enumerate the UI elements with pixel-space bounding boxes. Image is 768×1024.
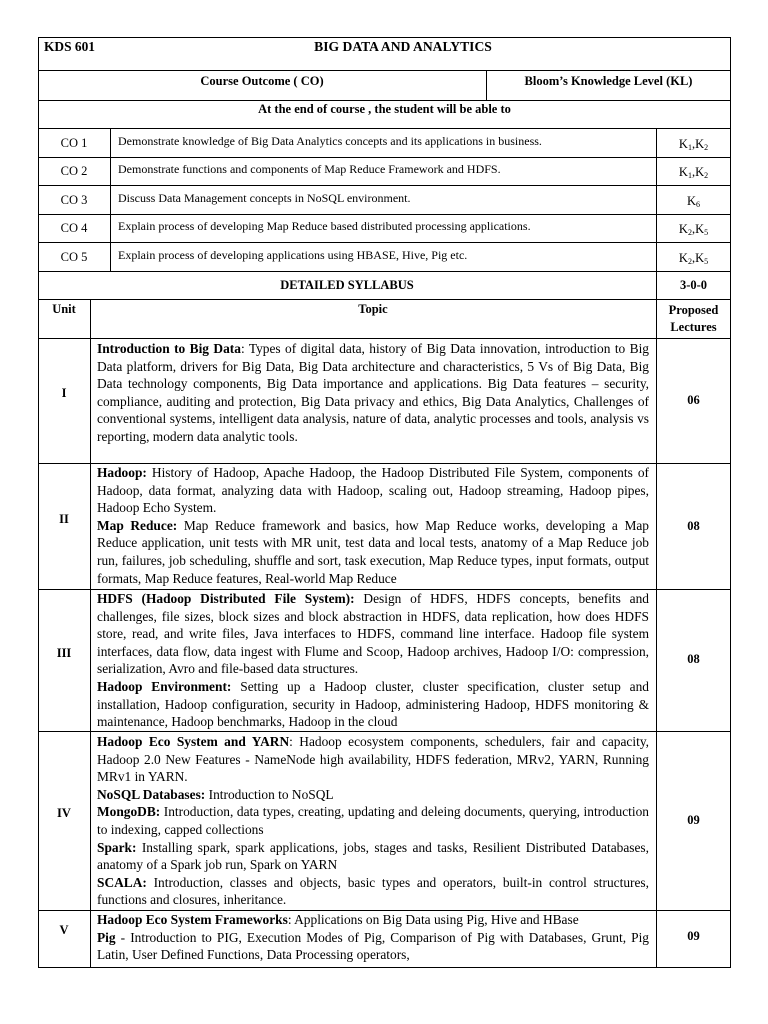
grid-line (38, 157, 731, 158)
topic-block (97, 803, 649, 838)
topic-block (97, 911, 649, 929)
unit-lectures: 06 (687, 393, 700, 407)
lectures-header-line1: Proposed (668, 303, 719, 317)
topic-heading: Map Reduce: (97, 517, 178, 533)
topic-text: Design of HDFS, HDFS concepts, benefits and challenges, file sizes, block sizes and block abstraction in HDFS, data replication, how does HDFS store, read, and write files, Java interfaces to HDFS, command line interface. Hadoop file system interfaces, data flow, data ingest with Flume and Scoop, Hadoop archives, Hadoop I/O: compression, serialization, Avro and file-based data structures. (97, 591, 649, 677)
lectures-header-line2: Lectures (670, 320, 717, 334)
outcome-id: CO 1 (60, 136, 88, 150)
outcome-id: CO 4 (60, 221, 88, 235)
topic-heading: SCALA: (97, 874, 147, 890)
course-title: BIG DATA AND ANALYTICS (314, 39, 492, 54)
topic-heading: Spark: (97, 839, 137, 855)
topic-text: : Applications on Big Data using Pig, Hive and HBase (287, 912, 579, 927)
topic-heading: MongoDB: (97, 804, 161, 820)
outcome-text: Explain process of developing Map Reduce based distributed processing applications. (118, 219, 531, 233)
outcome-kl: $K_2,K_5$ (678, 222, 709, 237)
outcome-id: CO 5 (60, 250, 88, 264)
topic-block (97, 464, 649, 517)
outcome-id: CO 2 (60, 164, 88, 178)
unit-topic (97, 464, 649, 587)
topic-text: - Introduction to PIG, Execution Modes of Pig, Comparison of Pig with Databases, Grunt, Pig Latin, User Defined Functions, Data Processing operators, (97, 929, 649, 963)
unit-lectures: 08 (687, 519, 700, 533)
topic-heading: Pig (97, 929, 116, 945)
grid-line (38, 299, 731, 300)
unit-topic (97, 590, 649, 731)
topic-text: Introduction, data types, creating, updating and deleing documents, querying, introduction to indexing, capped collections (97, 804, 649, 837)
grid-line (38, 128, 731, 129)
topic-block (97, 874, 649, 909)
topic-block (97, 590, 649, 678)
grid-line (38, 100, 731, 101)
unit-number: IV (57, 806, 71, 820)
outcome-kl: $K_1,K_2$ (678, 165, 709, 180)
grid-line (38, 185, 731, 186)
grid-line (38, 731, 731, 732)
unit-lectures: 09 (687, 813, 700, 827)
outcome-kl: $K_1,K_2$ (678, 137, 709, 152)
topic-column-header: Topic (358, 302, 388, 316)
kl-column-header: Bloom’s Knowledge Level (KL) (524, 74, 693, 88)
topic-block (97, 929, 649, 964)
outcome-text: Discuss Data Management concepts in NoSQL environment. (118, 191, 411, 205)
topic-text: Introduction, classes and objects, basic types and operators, built-in control structures, functions and closures, inheritance. (97, 874, 649, 908)
unit-topic (97, 340, 649, 446)
topic-block (97, 786, 649, 804)
grid-line (110, 128, 111, 271)
grid-line (38, 271, 731, 272)
ltp-value: 3-0-0 (679, 278, 708, 292)
topic-block (97, 678, 649, 731)
unit-lectures: 08 (687, 652, 700, 666)
unit-number: III (56, 646, 72, 660)
grid-line (656, 271, 657, 968)
lectures-column-header (656, 302, 731, 336)
topic-text: Introduction to NoSQL (205, 786, 334, 802)
unit-topic (97, 911, 649, 964)
unit-number: V (59, 923, 69, 937)
unit-number: I (61, 386, 67, 400)
grid-line (38, 70, 731, 71)
outcome-kl: $K_2,K_5$ (678, 251, 709, 266)
outcome-id: CO 3 (60, 193, 88, 207)
topic-text: Map Reduce framework and basics, how Map Reduce works, developing a Map Reduce application, unit tests with MR unit, test data and local tests, anatomy of a Map Reduce job run, failures, job scheduling, shuffle and sort, task execution, Map Reduce types, input formats, output formats, Map Reduce features, Real-world Map Reduce (97, 517, 650, 586)
unit-lectures: 09 (687, 929, 700, 943)
topic-heading: HDFS (Hadoop Distributed File System): (97, 591, 355, 606)
grid-line (38, 214, 731, 215)
syllabus-title: DETAILED SYLLABUS (280, 278, 414, 292)
outcome-text: Demonstrate knowledge of Big Data Analytics concepts and its applications in business. (118, 134, 542, 148)
co-column-header: Course Outcome ( CO) (200, 74, 324, 88)
topic-text: : Types of digital data, history of Big Data innovation, introduction to Big Data platform, drivers for Big Data, Big Data architecture and characteristics, 5 Vs of Big Data, Big Data technology components, Big Data importance and applications. Big Data features – security, compliance, auditing and protection, Big Data privacy and ethics, Big Data Analytics, Challenges of conventional systems, intelligent data analysis, nature of data, analytic processes and tools, analysis vs reporting, modern data analytic tools. (97, 341, 649, 444)
unit-topic (97, 733, 649, 909)
grid-line (90, 299, 91, 968)
topic-heading: Hadoop: (97, 465, 147, 480)
topic-text: : Hadoop ecosystem components, schedulers, fair and capacity, Hadoop 2.0 New Features - NameNode high availability, HDFS federation, MRv2, YARN, Running MRv1 in YARN. (97, 734, 649, 785)
unit-number: II (59, 512, 69, 526)
grid-line (38, 242, 731, 243)
topic-block (97, 517, 649, 587)
topic-text: Setting up a Hadoop cluster, cluster specification, cluster setup and installation, Hadoop configuration, security in Hadoop, administering Hadoop, HDFS monitoring & maintenance, Hadoop benchmarks, Hadoop in the cloud (97, 678, 649, 730)
course-code: KDS 601 (44, 39, 95, 54)
topic-text: History of Hadoop, Apache Hadoop, the Hadoop Distributed File System, components of Hadoop, data format, analyzing data with Hadoop, scaling out, Hadoop streaming, Hadoop pipes, Hadoop Echo System. (97, 465, 649, 516)
outcome-text: Explain process of developing applications using HBASE, Hive, Pig etc. (118, 248, 468, 262)
outcome-intro: At the end of course , the student will be able to (258, 102, 511, 116)
topic-block (97, 839, 649, 874)
outcome-kl: $K_6$ (686, 194, 701, 209)
topic-block (97, 733, 649, 786)
topic-heading: Hadoop Environment: (97, 678, 232, 694)
topic-heading: Hadoop Eco System and YARN (97, 734, 290, 749)
topic-text: Installing spark, spark applications, jobs, stages and tasks, Resilient Distributed Databases, anatomy of a Spark job run, Spark on YARN (97, 839, 649, 873)
grid-line (38, 338, 731, 339)
outcome-text: Demonstrate functions and components of Map Reduce Framework and HDFS. (118, 162, 501, 176)
topic-heading: Introduction to Big Data (97, 341, 241, 356)
topic-heading: Hadoop Eco System Frameworks (97, 912, 288, 927)
topic-heading: NoSQL Databases: (97, 786, 206, 802)
unit-column-header: Unit (52, 302, 76, 316)
